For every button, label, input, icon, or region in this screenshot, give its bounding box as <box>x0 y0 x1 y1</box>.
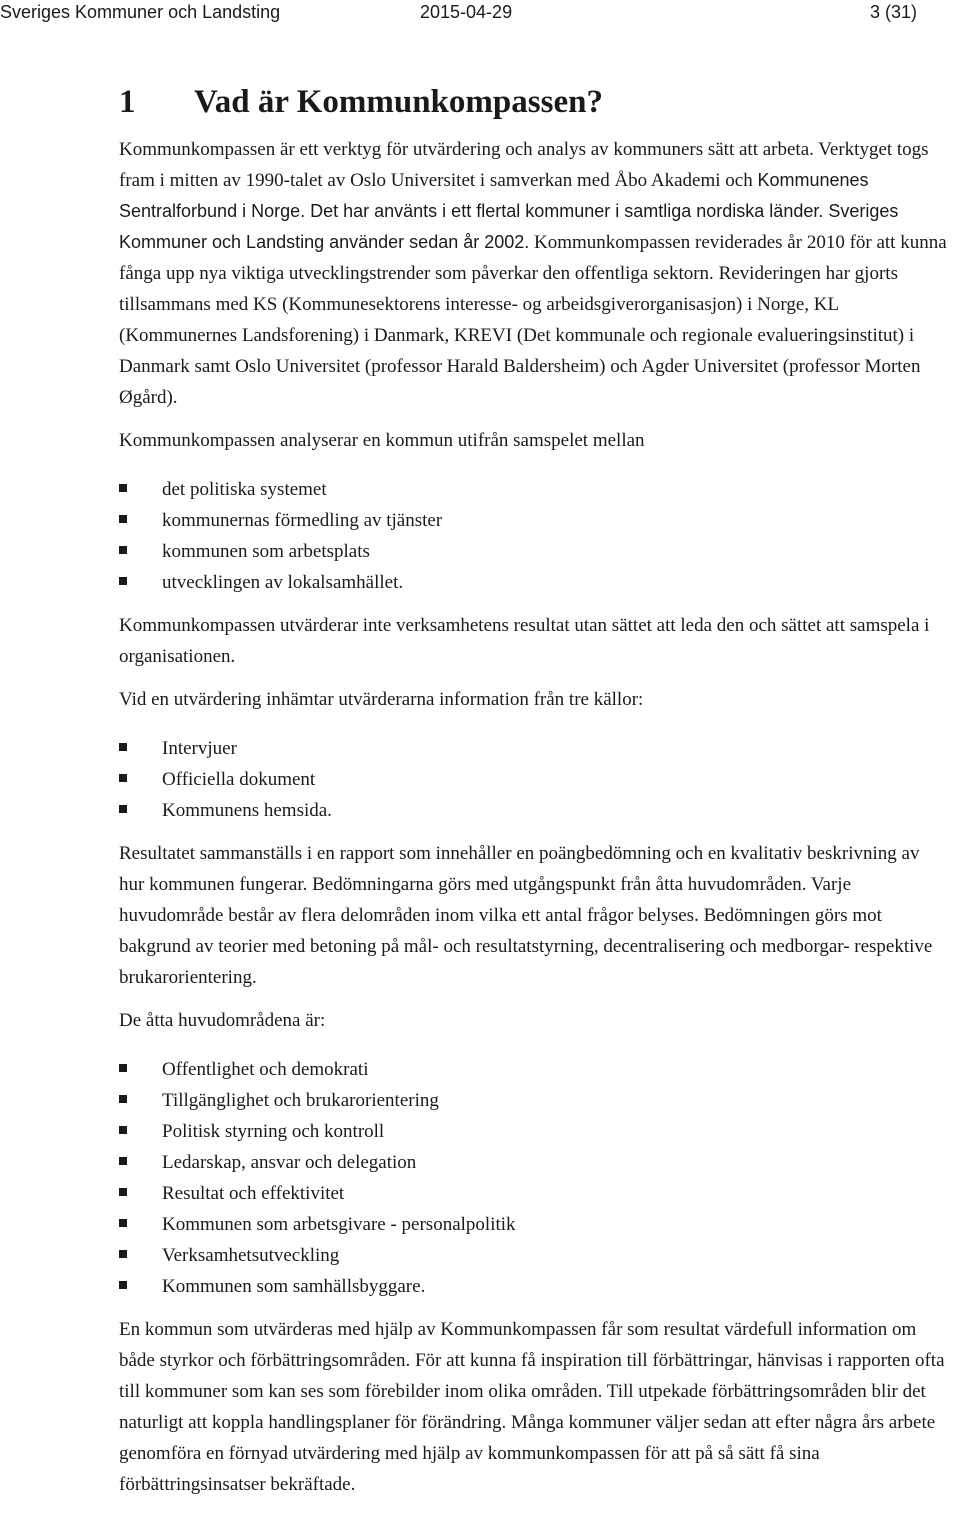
section-title: Vad är Kommunkompassen? <box>194 84 603 120</box>
intro-text-sans: Kommunenes Sentralforbund i Norge. Det har använts i ett flertal kommuner i samtliga nordiska länder. Sveriges Kommuner och Landsting använder sedan år 2002. <box>119 170 899 252</box>
intro-text-3: Revideringen har gjorts tillsammans med KS (Kommunesektorens interesse- og arbeidsgiverorganisasjon) i Norge, KL (Kommunernes Landsforening) i Danmark, KREVI (Det kommunale och regionale evalueringsinstitut) i Danmark samt Oslo Universitet (professor Harald Baldersheim) och Agder Universitet (professor Morten Øgård). <box>119 263 921 408</box>
page-header <box>0 0 960 30</box>
list-item: kommunernas förmedling av tjänster <box>119 505 947 536</box>
document-body <box>119 80 947 1500</box>
list-item: Ledarskap, ansvar och delegation <box>119 1147 947 1178</box>
list-item: Kommunen som arbetsgivare - personalpolitik <box>119 1209 947 1240</box>
header-page-number: 3 (31) <box>870 2 918 22</box>
list-item: Intervjuer <box>119 733 947 764</box>
areas-list <box>119 1054 947 1302</box>
result-paragraph: Resultatet sammanställs i en rapport som innehåller en poängbedömning och en kvalitativ beskrivning av hur kommunen fungerar. Bedömningarna görs med utgångspunkt från åtta huvudområden. Varje huvudområde består av flera delområden inom vilka ett antal frågor belyses. Bedömningen görs mot bakgrund av teorier med betoning på mål- och resultatstyrning, decentralisering och medborgar- respektive brukarorientering. <box>119 843 933 988</box>
list-item: Verksamhetsutveckling <box>119 1240 947 1271</box>
section-heading <box>119 80 947 124</box>
list-item: Kommunen som samhällsbyggare. <box>119 1271 947 1302</box>
list-item: utvecklingen av lokalsamhället. <box>119 567 947 598</box>
sources-lead: Vid en utvärdering inhämtar utvärderarna information från tre källor: <box>119 689 644 710</box>
areas-lead: De åtta huvudområdena är: <box>119 1010 326 1031</box>
list-item: Politisk styrning och kontroll <box>119 1116 947 1147</box>
intro-text-1: Kommunkompassen är ett verktyg för utvärdering och analys av kommuners sätt att arbeta. Verktyget togs fram i mitten av 1990-talet av Oslo Universitet i samverkan med Åbo Akademi och <box>119 139 929 191</box>
list-item: Offentlighet och demokrati <box>119 1054 947 1085</box>
intro-text-2: Kommunkompassen reviderades år 2010 för att kunna fånga upp nya viktiga utvecklingstrender som påverkar den offentliga sektorn. <box>119 232 947 284</box>
list-item: Officiella dokument <box>119 764 947 795</box>
analysis-list <box>119 474 947 598</box>
sources-list <box>119 733 947 826</box>
list-item: det politiska systemet <box>119 474 947 505</box>
analysis-lead: Kommunkompassen analyserar en kommun utifrån samspelet mellan <box>119 430 645 451</box>
header-organization: Sveriges Kommuner och Landsting <box>0 2 281 22</box>
list-item: Tillgänglighet och brukarorientering <box>119 1085 947 1116</box>
list-item: kommunen som arbetsplats <box>119 536 947 567</box>
section-number: 1 <box>119 84 136 120</box>
closing-paragraph: En kommun som utvärderas med hjälp av Kommunkompassen får som resultat värdefull information om både styrkor och förbättringsområden. För att kunna få inspiration till förbättringar, hänvisas i rapporten ofta till kommuner som kan ses som förebilder inom olika områden. Till utpekade förbättringsområden blir det naturligt att koppla handlingsplaner för förändring. Många kommuner väljer sedan att efter några års arbete genomföra en förnyad utvärdering med hjälp av kommunkompassen för att på så sätt få sina förbättringsinsatser bekräftade. <box>119 1319 945 1495</box>
list-item: Kommunens hemsida. <box>119 795 947 826</box>
header-date: 2015-04-29 <box>420 2 513 22</box>
not-results-paragraph: Kommunkompassen utvärderar inte verksamhetens resultat utan sättet att leda den och sättet att samspela i organisationen. <box>119 615 930 667</box>
intro-paragraph <box>119 134 947 413</box>
list-item: Resultat och effektivitet <box>119 1178 947 1209</box>
